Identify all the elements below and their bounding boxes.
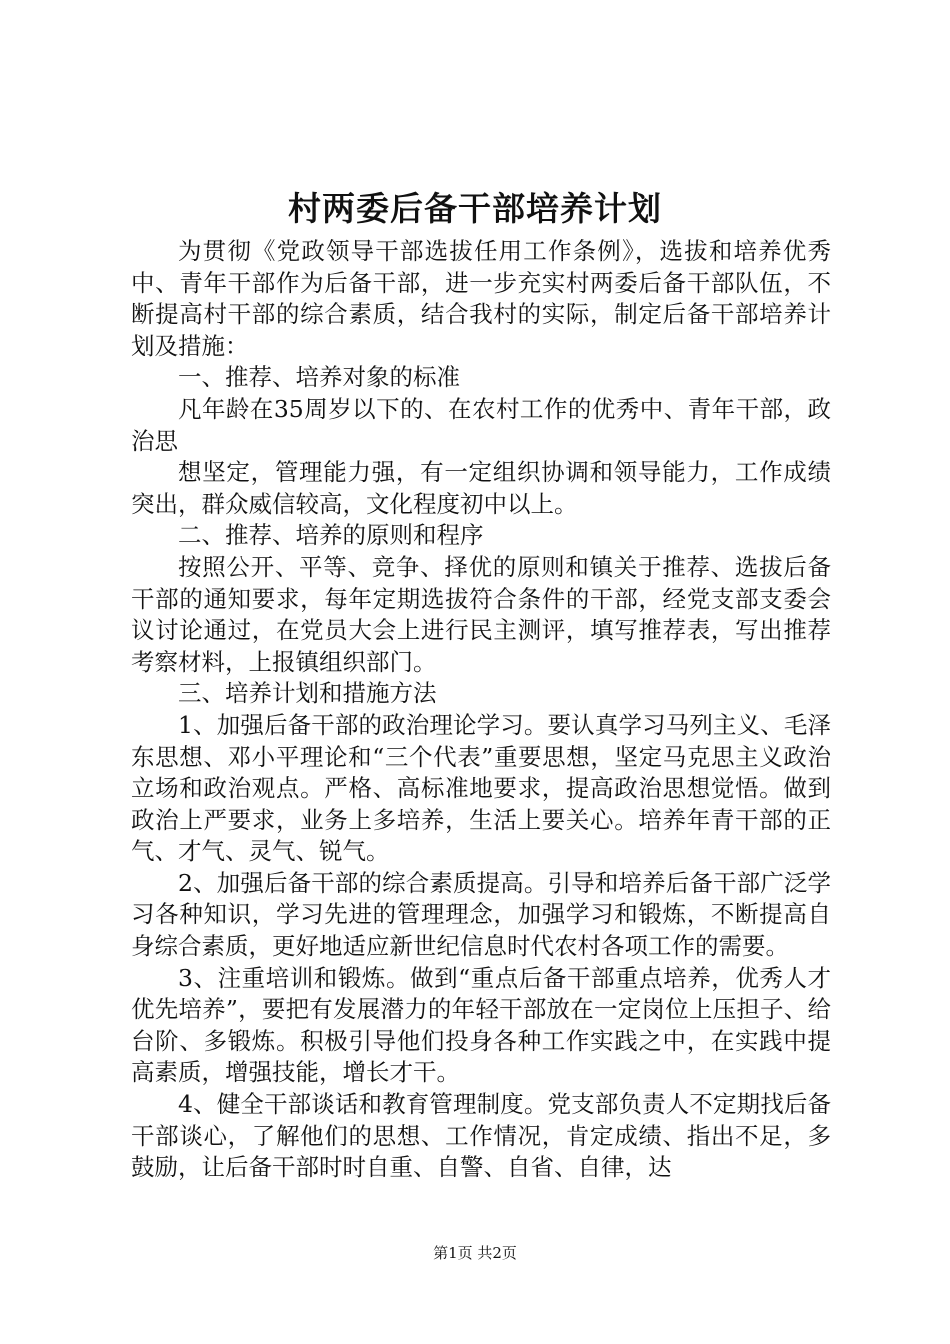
paragraph-measure-4: 4、健全干部谈话和教育管理制度。党支部负责人不定期找后备干部谈心，了解他们的思想、工作情况，肯定成绩、指出不足，多鼓励，让后备干部时时自重、自警、自省、自律，达 — [131, 1090, 831, 1182]
page-indicator: 第1页 共2页 — [433, 1244, 517, 1262]
paragraph-measure-3: 3、注重培训和锻炼。做到“重点后备干部重点培养，优秀人才优先培养”，要把有发展潜力的年轻干部放在一定岗位上压担子、给台阶、多锻炼。积极引导他们投身各种工作实践之中，在实践中提高素质，增强技能，增长才干。 — [131, 963, 831, 1087]
paragraph-measure-1: 1、加强后备干部的政治理论学习。要认真学习马列主义、毛泽东思想、邓小平理论和“三个代表”重要思想，坚定马克思主义政治立场和政治观点。严格、高标准地要求，提高政治思想觉悟。做到政治上严要求，业务上多培养，生活上要关心。培养年青干部的正气、才气、灵气、锐气。 — [131, 710, 831, 866]
paragraph-criteria-b: 想坚定，管理能力强，有一定组织协调和领导能力，工作成绩突出，群众威信较高，文化程度初中以上。 — [131, 458, 831, 518]
section-heading-3: 三、培养计划和措施方法 — [178, 679, 437, 708]
section-heading-2: 二、推荐、培养的原则和程序 — [178, 521, 484, 550]
paragraph-measure-2: 2、加强后备干部的综合素质提高。引导和培养后备干部广泛学习各种知识，学习先进的管理理念，加强学习和锻炼，不断提高自身综合素质，更好地适应新世纪信息时代农村各项工作的需要。 — [131, 868, 831, 961]
paragraph-criteria-a: 凡年龄在35周岁以下的、在农村工作的优秀中、青年干部，政治思 — [131, 394, 831, 455]
paragraph-procedure: 按照公开、平等、竞争、择优的原则和镇关于推荐、选拔后备干部的通知要求，每年定期选拔符合条件的干部，经党支部支委会议讨论通过，在党员大会上进行民主测评，填写推荐表，写出推荐考察材料，上报镇组织部门。 — [131, 552, 831, 676]
section-heading-1: 一、推荐、培养对象的标准 — [178, 363, 460, 392]
paragraph-intro: 为贯彻《党政领导干部选拔任用工作条例》，选拔和培养优秀中、青年干部作为后备干部，进一步充实村两委后备干部队伍，不断提高村干部的综合素质，结合我村的实际，制定后备干部培养计划及措施： — [131, 237, 831, 360]
document-title: 村两委后备干部培养计划 — [288, 189, 662, 228]
document-body — [131, 236, 831, 1184]
